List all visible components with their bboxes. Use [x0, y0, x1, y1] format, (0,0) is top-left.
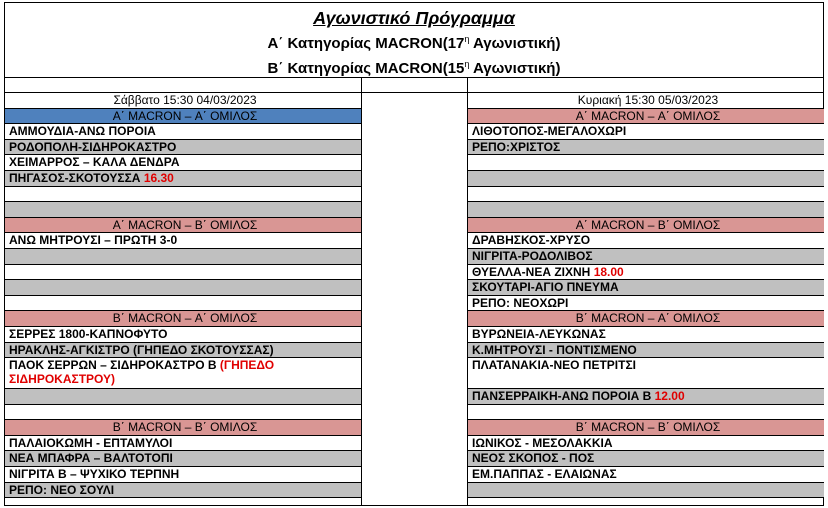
- match-row: [5, 358, 361, 389]
- match-date-header: Κυριακή 15:30 05/03/2023: [468, 93, 824, 109]
- match-row: [468, 265, 824, 281]
- match-row: [468, 343, 824, 359]
- match-row: [468, 280, 824, 296]
- match-row: [5, 233, 361, 249]
- match-text: ΡΕΠΟ: ΝΕΟ ΣΟΥΛΙ: [9, 482, 115, 497]
- group-header: Α΄ MACRON – Β΄ ΟΜΙΛΟΣ: [5, 218, 361, 234]
- match-row: [468, 389, 824, 405]
- match-text: Κ.ΜΗΤΡΟΥΣΙ - ΠΟΝΤΙΣΜΕΝΟ: [472, 342, 637, 357]
- match-text: ΝΙΓΡΙΤΑ-ΡΟΔΟΛΙΒΟΣ: [472, 248, 593, 263]
- match-row: [5, 202, 361, 218]
- match-row: [468, 405, 824, 421]
- match-row: [468, 436, 824, 452]
- sunday-column: [468, 93, 824, 498]
- match-row: [5, 280, 361, 296]
- match-text: ΔΡΑΒΗΣΚΟΣ-ΧΡΥΣΟ: [472, 233, 591, 248]
- match-text: ΠΑΛΑΙΟΚΩΜΗ - ΕΠΤΑΜΥΛΟΙ: [9, 435, 173, 450]
- schedule-header: [5, 3, 823, 78]
- match-row: [5, 187, 361, 203]
- match-text: ΣΕΡΡΕΣ 1800-ΚΑΠΝΟΦΥΤΟ: [9, 326, 168, 341]
- match-row: [5, 171, 361, 187]
- match-text: ΙΩΝΙΚΟΣ - ΜΕΣΟΛΑΚΚΙΑ: [472, 435, 613, 450]
- match-row: [468, 140, 824, 156]
- match-row: [5, 389, 361, 405]
- match-note: 18.00: [593, 264, 624, 279]
- category-a-suffix: Αγωνιστική): [469, 35, 561, 52]
- match-text: ΑΜΜΟΥΔΙΑ-ΑΝΩ ΠΟΡΟΙΑ: [9, 124, 156, 139]
- match-text: ΝΕΑ ΜΠΑΦΡΑ – ΒΑΛΤΟΤΟΠΙ: [9, 451, 173, 466]
- category-b-sup: η: [464, 59, 470, 69]
- match-row: [468, 187, 824, 203]
- group-header: Β΄ MACRON – Β΄ ΟΜΙΛΟΣ: [468, 420, 824, 436]
- group-header: Β΄ MACRON – Α΄ ΟΜΙΛΟΣ: [468, 311, 824, 327]
- match-row: [5, 249, 361, 265]
- match-row: [468, 171, 824, 187]
- match-row: [468, 358, 824, 389]
- category-a-text: Α΄ Κατηγορίας MACRON(17: [267, 35, 465, 52]
- match-text: ΣΚΟΥΤΑΡΙ-ΑΓΙΟ ΠΝΕΥΜΑ: [472, 280, 619, 295]
- match-row: [468, 233, 824, 249]
- group-header: Β΄ MACRON – Β΄ ΟΜΙΛΟΣ: [5, 420, 361, 436]
- match-row: [5, 140, 361, 156]
- match-row: [5, 405, 361, 421]
- match-row: [5, 436, 361, 452]
- category-b-suffix: Αγωνιστική): [469, 60, 561, 77]
- category-b-line: [5, 54, 823, 79]
- match-row: [5, 296, 361, 312]
- match-text: ΠΛΑΤΑΝΑΚΙΑ-ΝΕΟ ΠΕΤΡΙΤΣΙ: [472, 358, 636, 373]
- category-b-text: Β΄ Κατηγορίας MACRON(15: [267, 60, 465, 77]
- match-row: [5, 124, 361, 140]
- match-note: (ΓΗΠΕΔΟ ΣΙΔΗΡΟΚΑΣΤΡΟΥ): [9, 358, 275, 387]
- match-text: ΡΕΠΟ:ΧΡΙΣΤΟΣ: [472, 139, 561, 154]
- match-row: [468, 483, 824, 499]
- match-text: ΕΜ.ΠΑΠΠΑΣ - ΕΛΑΙΩΝΑΣ: [472, 467, 617, 482]
- match-row: [5, 327, 361, 343]
- match-text: ΑΝΩ ΜΗΤΡΟΥΣΙ – ΠΡΩΤΗ 3-0: [9, 233, 178, 248]
- match-row: [5, 467, 361, 483]
- spacer-row: [5, 78, 823, 93]
- group-header: Α΄ MACRON – Α΄ ΟΜΙΛΟΣ: [468, 109, 824, 125]
- match-note: 16.30: [143, 170, 174, 185]
- match-row: [468, 124, 824, 140]
- group-header: Α΄ MACRON – Α΄ ΟΜΙΛΟΣ: [5, 109, 361, 125]
- schedule-frame: [4, 2, 824, 506]
- match-row: [468, 467, 824, 483]
- match-note: 12.00: [654, 389, 685, 404]
- match-text: ΘΥΕΛΛΑ-ΝΕΑ ΖΙΧΝΗ: [472, 264, 594, 279]
- match-row: [5, 451, 361, 467]
- saturday-column: [5, 93, 361, 498]
- match-row: [468, 451, 824, 467]
- match-row: [468, 155, 824, 171]
- match-text: ΡΟΔΟΠΟΛΗ-ΣΙΔΗΡΟΚΑΣΤΡΟ: [9, 139, 177, 154]
- left-column-border: [361, 78, 362, 505]
- match-text: ΝΙΓΡΙΤΑ Β – ΨΥΧΙΚΟ ΤΕΡΠΝΗ: [9, 467, 180, 482]
- match-text: ΛΙΘΟΤΟΠΟΣ-ΜΕΓΑΛΟΧΩΡΙ: [472, 124, 627, 139]
- match-text: ΝΕΟΣ ΣΚΟΠΟΣ - ΠΟΣ: [472, 451, 595, 466]
- match-row: [5, 155, 361, 171]
- group-header: Α΄ MACRON – Β΄ ΟΜΙΛΟΣ: [468, 218, 824, 234]
- match-row: [468, 202, 824, 218]
- match-text: ΡΕΠΟ: ΝΕΟΧΩΡΙ: [472, 295, 569, 310]
- category-a-sup: η: [464, 34, 470, 44]
- match-text: ΧΕΙΜΑΡΡΟΣ – ΚΑΛΑ ΔΕΝΔΡΑ: [9, 155, 180, 170]
- match-text: ΗΡΑΚΛΗΣ-ΑΓΚΙΣΤΡΟ (ΓΗΠΕΔΟ ΣΚΟΤΟΥΣΣΑΣ): [9, 342, 274, 357]
- match-text: ΠΗΓΑΣΟΣ-ΣΚΟΤΟΥΣΣΑ: [9, 170, 144, 185]
- match-text: ΒΥΡΩΝΕΙΑ-ΛΕΥΚΩΝΑΣ: [472, 326, 606, 341]
- match-text: ΠΑΝΣΕΡΡΑΙΚΗ-ΑΝΩ ΠΟΡΟΙΑ Β: [472, 389, 655, 404]
- match-text: ΠΑΟΚ ΣΕΡΡΩΝ – ΣΙΔΗΡΟΚΑΣΤΡΟ Β: [9, 358, 220, 373]
- match-row: [5, 265, 361, 281]
- match-date-header: Σάββατο 15:30 04/03/2023: [5, 93, 361, 109]
- match-row: [468, 296, 824, 312]
- category-a-line: [5, 29, 823, 54]
- match-row: [5, 343, 361, 359]
- page-title: Αγωνιστικό Πρόγραμμα: [313, 8, 515, 28]
- match-row: [468, 327, 824, 343]
- match-row: [5, 483, 361, 499]
- group-header: Β΄ MACRON – Α΄ ΟΜΙΛΟΣ: [5, 311, 361, 327]
- match-row: [468, 249, 824, 265]
